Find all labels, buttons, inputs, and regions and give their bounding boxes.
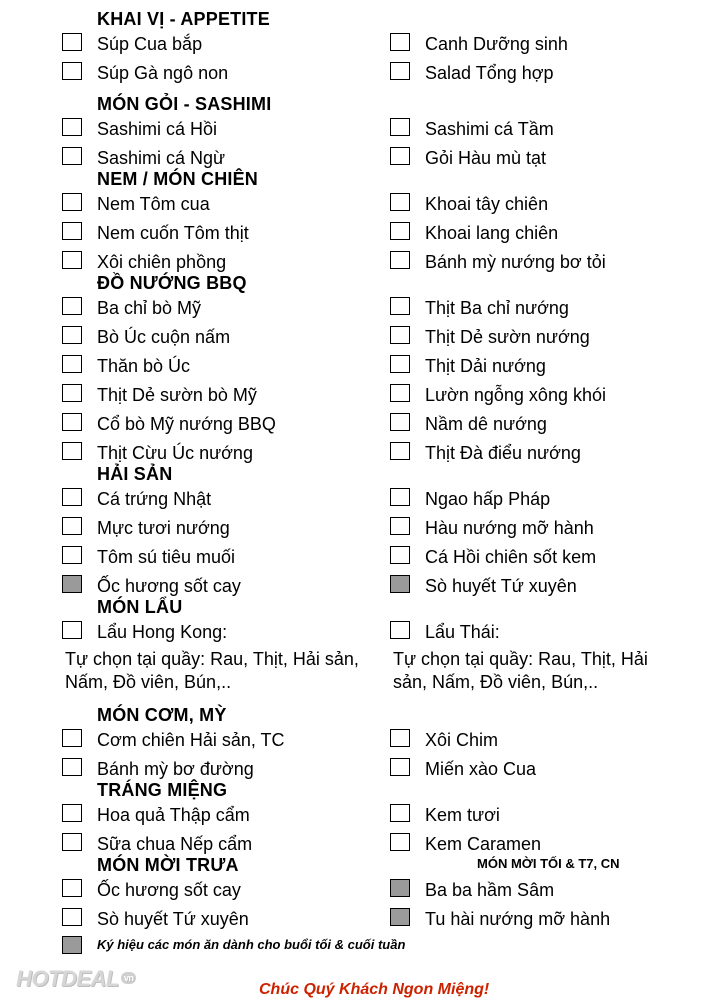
item-label: Kem Caramen bbox=[425, 834, 542, 854]
item-label: Sashimi cá Tầm bbox=[425, 119, 554, 139]
item-label: Salad Tổng hợp bbox=[425, 63, 554, 83]
checkbox-seafood-3-left[interactable] bbox=[62, 546, 82, 564]
item-label: Khoai lang chiên bbox=[425, 223, 559, 243]
watermark-text: HOTDEAL bbox=[16, 966, 119, 991]
checkbox-fried-1-left[interactable] bbox=[62, 193, 82, 211]
checkbox-fried-3-right[interactable] bbox=[390, 251, 410, 269]
item-label: Xôi Chim bbox=[425, 730, 499, 750]
checkbox-dessert-1-right[interactable] bbox=[390, 804, 410, 822]
section-heading-rice: MÓN CƠM, MỲ bbox=[97, 705, 227, 725]
checkbox-bbq-3-left[interactable] bbox=[62, 355, 82, 373]
item-label: Lườn ngỗng xông khói bbox=[425, 385, 606, 405]
checkbox-sashimi-1-right[interactable] bbox=[390, 118, 410, 136]
footer-greeting: Chúc Quý Khách Ngon Miệng! bbox=[259, 981, 490, 998]
watermark-badge: vn bbox=[121, 972, 137, 984]
section-heading-bbq: ĐỒ NƯỚNG BBQ bbox=[97, 273, 247, 293]
checkbox-fried-2-left[interactable] bbox=[62, 222, 82, 240]
checkbox-seafood-4-right-evening[interactable] bbox=[390, 575, 410, 593]
checkbox-dinner-1-right-evening[interactable] bbox=[390, 879, 410, 897]
checkbox-appetite-1-right[interactable] bbox=[390, 33, 410, 51]
checkbox-seafood-4-left-evening[interactable] bbox=[62, 575, 82, 593]
item-label: Cổ bò Mỹ nướng BBQ bbox=[97, 414, 276, 434]
checkbox-rice-2-left[interactable] bbox=[62, 758, 82, 776]
item-label: Cá trứng Nhật bbox=[97, 489, 212, 509]
checkbox-hotpot-right[interactable] bbox=[390, 621, 410, 639]
checkbox-bbq-4-left[interactable] bbox=[62, 384, 82, 402]
checkbox-sashimi-2-right[interactable] bbox=[390, 147, 410, 165]
item-label: Lẩu Hong Kong: bbox=[97, 622, 228, 642]
section-heading-appetite: KHAI VỊ - APPETITE bbox=[97, 9, 270, 29]
checkbox-bbq-5-left[interactable] bbox=[62, 413, 82, 431]
item-label: Hàu nướng mỡ hành bbox=[425, 518, 594, 538]
section-heading-seafood: HẢI SẢN bbox=[97, 464, 173, 484]
checkbox-fried-2-right[interactable] bbox=[390, 222, 410, 240]
item-label: Hoa quả Thập cẩm bbox=[97, 805, 250, 825]
item-label: Bánh mỳ bơ đường bbox=[97, 759, 254, 779]
checkbox-fried-3-left[interactable] bbox=[62, 251, 82, 269]
checkbox-hotpot-left[interactable] bbox=[62, 621, 82, 639]
checkbox-seafood-1-left[interactable] bbox=[62, 488, 82, 506]
item-label: Thịt Dẻ sườn bò Mỹ bbox=[97, 385, 257, 405]
checkbox-appetite-2-left[interactable] bbox=[62, 62, 82, 80]
legend-text: Ký hiệu các món ăn dành cho buổi tối & cuối tuần bbox=[97, 937, 406, 952]
checkbox-seafood-2-right[interactable] bbox=[390, 517, 410, 535]
item-label: Canh Dưỡng sinh bbox=[425, 34, 568, 54]
checkbox-bbq-2-left[interactable] bbox=[62, 326, 82, 344]
item-label: Nem Tôm cua bbox=[97, 194, 210, 214]
item-label: Ba ba hầm Sâm bbox=[425, 880, 555, 900]
checkbox-dessert-2-left[interactable] bbox=[62, 833, 82, 851]
section-heading-hotpot: MÓN LẨU bbox=[97, 597, 183, 617]
section-heading-sashimi: MÓN GỎI - SASHIMI bbox=[97, 94, 272, 114]
item-label: Nem cuốn Tôm thịt bbox=[97, 223, 249, 243]
item-label: Ba chỉ bò Mỹ bbox=[97, 298, 202, 318]
checkbox-seafood-3-right[interactable] bbox=[390, 546, 410, 564]
item-label: Sò huyết Tứ xuyên bbox=[425, 576, 577, 596]
item-label: Sashimi cá Ngừ bbox=[97, 148, 226, 168]
item-label: Khoai tây chiên bbox=[425, 194, 549, 214]
section-heading-dinner-weekend: MÓN MỜI TỐI & T7, CN bbox=[477, 856, 620, 871]
item-label: Kem tươi bbox=[425, 805, 500, 825]
item-label: Gỏi Hàu mù tạt bbox=[425, 148, 547, 168]
hotpot-note-left: Tự chọn tại quầy: Rau, Thịt, Hải sản, Nấm, Đồ viên, Bún,.. bbox=[65, 649, 359, 692]
item-label: Thịt Đà điểu nướng bbox=[425, 443, 581, 463]
item-label: Lẩu Thái: bbox=[425, 622, 500, 642]
item-label: Mực tươi nướng bbox=[97, 518, 230, 538]
item-label: Súp Gà ngô non bbox=[97, 63, 229, 83]
hotdeal-watermark-logo bbox=[16, 966, 136, 992]
checkbox-bbq-6-left[interactable] bbox=[62, 442, 82, 460]
item-label: Súp Cua bắp bbox=[97, 34, 203, 54]
item-label: Ốc hương sốt cay bbox=[97, 576, 241, 596]
item-label: Sò huyết Tứ xuyên bbox=[97, 909, 249, 929]
item-label: Cơm chiên Hải sản, TC bbox=[97, 730, 285, 750]
checkbox-appetite-1-left[interactable] bbox=[62, 33, 82, 51]
checkbox-lunch-2-left[interactable] bbox=[62, 908, 82, 926]
item-label: Thịt Dẻ sườn nướng bbox=[425, 327, 590, 347]
checkbox-bbq-1-left[interactable] bbox=[62, 297, 82, 315]
checkbox-rice-2-right[interactable] bbox=[390, 758, 410, 776]
item-label: Nầm dê nướng bbox=[425, 414, 547, 434]
checkbox-lunch-1-left[interactable] bbox=[62, 879, 82, 897]
item-label: Bò Úc cuộn nấm bbox=[97, 327, 231, 347]
section-heading-lunch: MÓN MỜI TRƯA bbox=[97, 855, 239, 875]
section-heading-fried: NEM / MÓN CHIÊN bbox=[97, 169, 259, 189]
checkbox-bbq-4-right[interactable] bbox=[390, 384, 410, 402]
checkbox-bbq-3-right[interactable] bbox=[390, 355, 410, 373]
checkbox-bbq-5-right[interactable] bbox=[390, 413, 410, 431]
item-label: Ốc hương sốt cay bbox=[97, 880, 241, 900]
section-heading-dessert: TRÁNG MIỆNG bbox=[97, 780, 228, 800]
checkbox-sashimi-2-left[interactable] bbox=[62, 147, 82, 165]
item-label: Ngao hấp Pháp bbox=[425, 489, 551, 509]
checkbox-seafood-1-right[interactable] bbox=[390, 488, 410, 506]
item-label: Miến xào Cua bbox=[425, 759, 537, 779]
checkbox-dessert-1-left[interactable] bbox=[62, 804, 82, 822]
checkbox-rice-1-right[interactable] bbox=[390, 729, 410, 747]
checkbox-rice-1-left[interactable] bbox=[62, 729, 82, 747]
checkbox-bbq-2-right[interactable] bbox=[390, 326, 410, 344]
checkbox-bbq-6-right[interactable] bbox=[390, 442, 410, 460]
item-label: Bánh mỳ nướng bơ tỏi bbox=[425, 252, 606, 272]
item-label: Tôm sú tiêu muối bbox=[97, 547, 236, 567]
item-label: Tu hài nướng mỡ hành bbox=[425, 909, 611, 929]
item-label: Thịt Dải nướng bbox=[425, 356, 546, 376]
checkbox-sashimi-1-left[interactable] bbox=[62, 118, 82, 136]
item-label: Thịt Cừu Úc nướng bbox=[97, 443, 253, 463]
checkbox-bbq-1-right[interactable] bbox=[390, 297, 410, 315]
checkbox-fried-1-right[interactable] bbox=[390, 193, 410, 211]
item-label: Thăn bò Úc bbox=[97, 356, 191, 376]
legend-shaded-box bbox=[62, 936, 82, 954]
checkbox-appetite-2-right[interactable] bbox=[390, 62, 410, 80]
item-label: Sashimi cá Hồi bbox=[97, 119, 218, 139]
hotpot-note-right: Tự chọn tại quầy: Rau, Thịt, Hải sản, Nấm, Đồ viên, Bún,.. bbox=[393, 649, 648, 692]
item-label: Sữa chua Nếp cẩm bbox=[97, 834, 253, 854]
item-label: Cá Hồi chiên sốt kem bbox=[425, 547, 597, 567]
checkbox-seafood-2-left[interactable] bbox=[62, 517, 82, 535]
checkbox-dinner-2-right-evening[interactable] bbox=[390, 908, 410, 926]
checkbox-dessert-2-right[interactable] bbox=[390, 833, 410, 851]
item-label: Xôi chiên phồng bbox=[97, 252, 227, 272]
item-label: Thịt Ba chỉ nướng bbox=[425, 298, 569, 318]
